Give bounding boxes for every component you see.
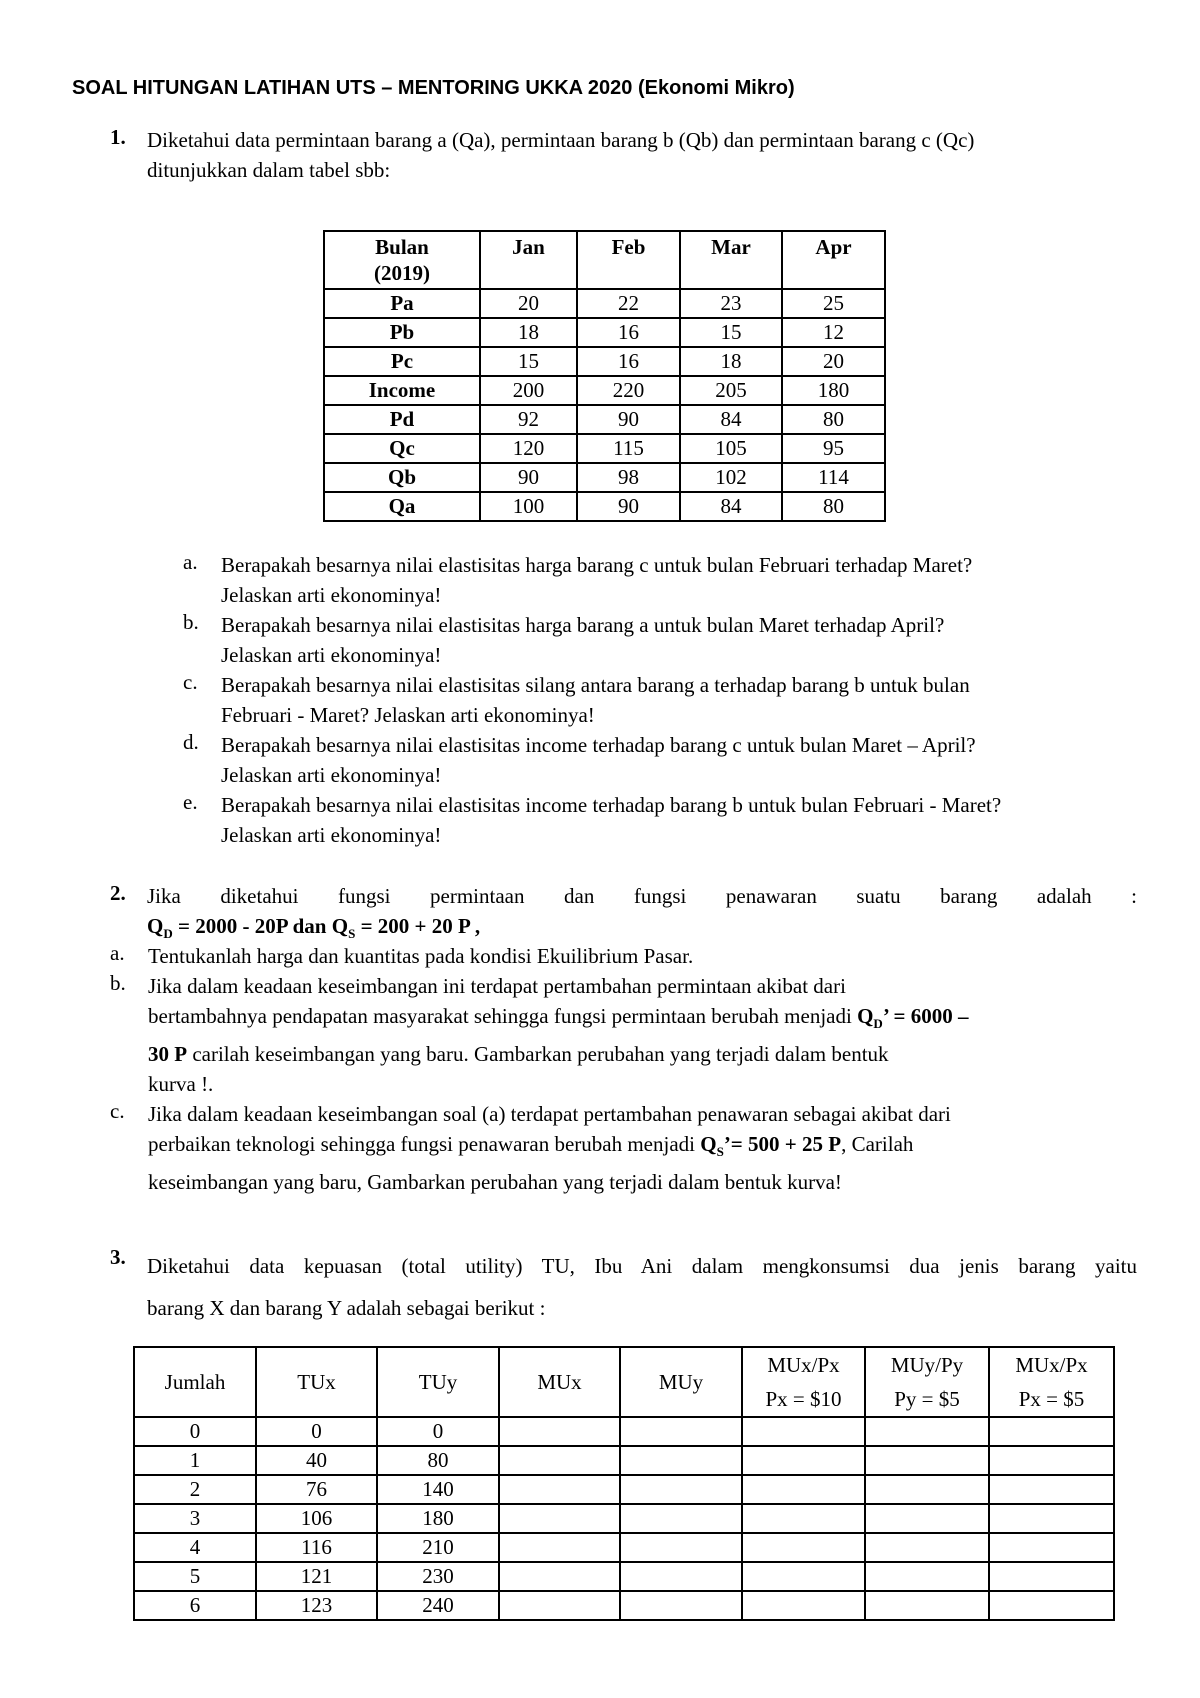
question-number: 1.: [110, 125, 126, 149]
table-cell: [499, 1417, 620, 1446]
table-cell: 123: [256, 1591, 377, 1620]
table-cell: [620, 1417, 742, 1446]
table-cell: 80: [377, 1446, 499, 1475]
table-cell: 4: [134, 1533, 256, 1562]
row-label: Qc: [324, 434, 480, 463]
subquestion-a: a. Tentukanlah harga dan kuantitas pada kondisi Ekuilibrium Pasar.: [110, 941, 694, 968]
equation-line: $Q_D = 2000 - 20P$ dan $Q_S = 200 + 20$ P ,: [147, 914, 481, 942]
table-cell: 105: [680, 434, 782, 463]
table-header-cell: MUy: [620, 1347, 742, 1417]
table-cell: 180: [782, 376, 885, 405]
table-cell: 0: [134, 1417, 256, 1446]
table-header-row: [134, 1347, 1114, 1417]
table-cell: [620, 1591, 742, 1620]
table-cell: 0: [377, 1417, 499, 1446]
subquestion-b: b. Berapakah besarnya nilai elastisitas harga barang a untuk bulan Maret terhadap April? Jelaskan arti ekonominya!: [183, 610, 945, 667]
table-cell: 92: [480, 405, 577, 434]
table-cell: 12: [782, 318, 885, 347]
table-row: [134, 1504, 1114, 1533]
table-cell: [620, 1446, 742, 1475]
table-cell: [989, 1504, 1114, 1533]
table-row: [134, 1533, 1114, 1562]
table-row: [324, 492, 885, 521]
table-cell: [742, 1446, 865, 1475]
table-cell: [499, 1446, 620, 1475]
table-cell: 200: [480, 376, 577, 405]
table-cell: [620, 1533, 742, 1562]
table-cell: [989, 1591, 1114, 1620]
table-cell: 121: [256, 1562, 377, 1591]
table-header-cell: Jumlah: [134, 1347, 256, 1417]
table-cell: 5: [134, 1562, 256, 1591]
table-header-row: [324, 231, 885, 289]
table-header-cell: Apr: [782, 231, 885, 289]
utility-table: [133, 1346, 1115, 1621]
table-cell: [620, 1475, 742, 1504]
table-cell: [865, 1504, 989, 1533]
subquestion-c: c. Berapakah besarnya nilai elastisitas silang antara barang a terhadap barang b untuk bulan Februari - Maret? Jelaskan arti ekonominya!: [183, 670, 970, 727]
table-cell: 16: [577, 347, 680, 376]
table-cell: 106: [256, 1504, 377, 1533]
row-label: Pa: [324, 289, 480, 318]
question-intro: Diketahui data kepuasan (total utility) TU, Ibu Ani dalam mengkonsumsi dua jenis barang yaitu: [147, 1254, 1137, 1278]
table-cell: 80: [782, 492, 885, 521]
table-cell: 140: [377, 1475, 499, 1504]
table-cell: 3: [134, 1504, 256, 1533]
table-cell: [989, 1533, 1114, 1562]
table-header-cell: Jan: [480, 231, 577, 289]
table-cell: 20: [480, 289, 577, 318]
table-row: [324, 318, 885, 347]
table-cell: [620, 1562, 742, 1591]
table-cell: 210: [377, 1533, 499, 1562]
table-cell: 102: [680, 463, 782, 492]
table-cell: 0: [256, 1417, 377, 1446]
table-cell: 90: [577, 492, 680, 521]
table-cell: 116: [256, 1533, 377, 1562]
table-cell: [742, 1504, 865, 1533]
table-cell: 114: [782, 463, 885, 492]
table-row: [134, 1446, 1114, 1475]
table-cell: [865, 1591, 989, 1620]
question-number: 3.: [110, 1245, 126, 1269]
table-cell: 115: [577, 434, 680, 463]
subquestion-a: a. Berapakah besarnya nilai elastisitas harga barang c untuk bulan Februari terhadap Maret? Jelaskan arti ekonominya!: [183, 550, 973, 607]
row-label: Qb: [324, 463, 480, 492]
table-cell: [865, 1533, 989, 1562]
table-cell: 80: [782, 405, 885, 434]
question-intro: Diketahui data permintaan barang a (Qa), permintaan barang b (Qb) dan permintaan barang c (Qc): [147, 128, 975, 152]
table-cell: [742, 1417, 865, 1446]
table-cell: 1: [134, 1446, 256, 1475]
table-cell: [989, 1417, 1114, 1446]
table-row: [324, 347, 885, 376]
row-label: Qa: [324, 492, 480, 521]
table-cell: [742, 1591, 865, 1620]
table-cell: 22: [577, 289, 680, 318]
table-cell: [865, 1475, 989, 1504]
question-number: 2.: [110, 881, 126, 905]
table-cell: 90: [480, 463, 577, 492]
table-row: [134, 1417, 1114, 1446]
table-cell: 120: [480, 434, 577, 463]
table-cell: [989, 1475, 1114, 1504]
table-header-cell: MUx/Px Px = $10: [742, 1347, 865, 1417]
question-intro: barang X dan barang Y adalah sebagai berikut :: [147, 1296, 546, 1320]
subquestion-b: b. Jika dalam keadaan keseimbangan ini terdapat pertambahan permintaan akibat dari bertambahnya pendapatan masyarakat sehingga fungsi permintaan berubah menjadi $Q_D$’ = 6000 – 30 P carilah keseimbangan yang baru. Gambarkan perubahan yang terjadi dalam bentuk kurva !.: [110, 971, 969, 1097]
row-label: Income: [324, 376, 480, 405]
subquestion-c: c. Jika dalam keadaan keseimbangan soal (a) terdapat pertambahan penawaran sebagai akibat dari perbaikan teknologi sehingga fungsi penawaran berubah menjadi $Q_S’= 500 + 25$ P, Carilah keseimbangan yang baru, Gambarkan perubahan yang terjadi dalam bentuk kurva!: [110, 1099, 951, 1195]
row-label: Pc: [324, 347, 480, 376]
table-header-cell: TUy: [377, 1347, 499, 1417]
row-label: Pb: [324, 318, 480, 347]
table-row: [134, 1475, 1114, 1504]
table-cell: 220: [577, 376, 680, 405]
table-row: [324, 463, 885, 492]
table-cell: 25: [782, 289, 885, 318]
question-intro: ditunjukkan dalam tabel sbb:: [147, 158, 391, 182]
subquestion-d: d. Berapakah besarnya nilai elastisitas income terhadap barang c untuk bulan Maret – April? Jelaskan arti ekonominya!: [183, 730, 976, 787]
table-cell: [499, 1504, 620, 1533]
table-cell: 240: [377, 1591, 499, 1620]
table-cell: [865, 1417, 989, 1446]
table-cell: [620, 1504, 742, 1533]
table-cell: [742, 1475, 865, 1504]
table-cell: 100: [480, 492, 577, 521]
table-header-cell: MUx: [499, 1347, 620, 1417]
table-cell: 205: [680, 376, 782, 405]
question-1-subquestions: [183, 550, 1143, 850]
table-cell: 6: [134, 1591, 256, 1620]
table-row: [134, 1562, 1114, 1591]
table-cell: 40: [256, 1446, 377, 1475]
price-demand-table: [323, 230, 886, 522]
table-cell: 180: [377, 1504, 499, 1533]
table-header-cell: Feb: [577, 231, 680, 289]
table-cell: [499, 1475, 620, 1504]
table-row: [134, 1591, 1114, 1620]
table-header-cell: MUx/Px Px = $5: [989, 1347, 1114, 1417]
table-cell: 76: [256, 1475, 377, 1504]
table-cell: [499, 1591, 620, 1620]
table-header-cell: Bulan (2019): [324, 231, 480, 289]
table-cell: 16: [577, 318, 680, 347]
table-header-cell: TUx: [256, 1347, 377, 1417]
table-header-cell: Mar: [680, 231, 782, 289]
table-cell: [989, 1562, 1114, 1591]
table-cell: 15: [480, 347, 577, 376]
table-cell: [865, 1562, 989, 1591]
subquestion-e: e. Berapakah besarnya nilai elastisitas income terhadap barang b untuk bulan Februari - Maret? Jelaskan arti ekonominya!: [183, 790, 1002, 847]
row-label: Pd: [324, 405, 480, 434]
table-cell: 84: [680, 492, 782, 521]
table-header-cell: MUy/Py Py = $5: [865, 1347, 989, 1417]
table-cell: 84: [680, 405, 782, 434]
page-title: SOAL HITUNGAN LATIHAN UTS – MENTORING UKKA 2020 (Ekonomi Mikro): [72, 77, 795, 99]
table-row: [324, 434, 885, 463]
table-cell: 90: [577, 405, 680, 434]
table-row: [324, 376, 885, 405]
table-row: [324, 289, 885, 318]
table-cell: [742, 1533, 865, 1562]
table-cell: [742, 1562, 865, 1591]
table-cell: 230: [377, 1562, 499, 1591]
table-cell: 98: [577, 463, 680, 492]
table-cell: 15: [680, 318, 782, 347]
table-cell: 95: [782, 434, 885, 463]
table-cell: [989, 1446, 1114, 1475]
table-cell: 23: [680, 289, 782, 318]
table-cell: 20: [782, 347, 885, 376]
table-row: [324, 405, 885, 434]
table-cell: [865, 1446, 989, 1475]
table-cell: [499, 1562, 620, 1591]
table-cell: 2: [134, 1475, 256, 1504]
table-cell: 18: [480, 318, 577, 347]
table-cell: 18: [680, 347, 782, 376]
question-intro: Jika diketahui fungsi permintaan dan fungsi penawaran suatu barang adalah :: [147, 884, 1137, 908]
table-cell: [499, 1533, 620, 1562]
